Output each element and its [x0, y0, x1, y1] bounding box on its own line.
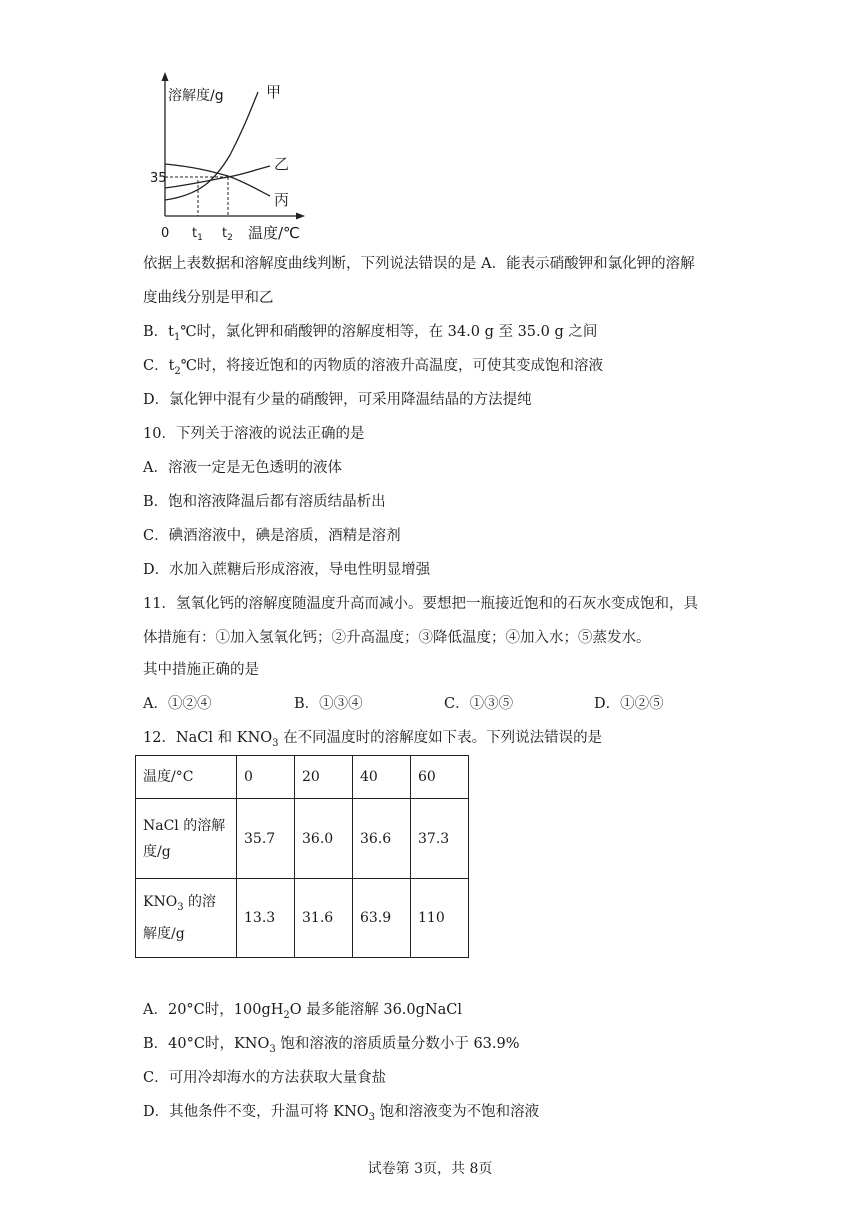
table-header-cell: NaCl 的溶解 度/g — [136, 799, 237, 879]
table-cell: 110 — [411, 879, 469, 958]
q10-option-a: A．溶液一定是无色透明的液体 — [143, 460, 342, 476]
q11-stem-line3: 其中措施正确的是 — [143, 662, 259, 678]
q11-option-a: A．①②④ — [143, 696, 212, 712]
table-cell: 0 — [237, 756, 295, 799]
q10-stem: 10．下列关于溶液的说法正确的是 — [143, 426, 365, 442]
table-cell: 40 — [353, 756, 411, 799]
table-row-nacl — [136, 799, 469, 879]
curve-jia — [165, 92, 258, 200]
y-axis-label: 溶解度/g — [168, 88, 224, 104]
table-row-temperature — [136, 756, 469, 799]
table-cell: 35.7 — [237, 799, 295, 879]
table-cell: 60 — [411, 756, 469, 799]
q9-option-b: B．$t_1℃$时，氯化钾和硝酸钾的溶解度相等，在 34.0 g 至 35.0 g 之间 — [143, 324, 598, 343]
q9-stem-line1: 依据上表数据和溶解度曲线判断，下列说法错误的是 A．能表示硝酸钾和氯化钾的溶解 — [143, 256, 695, 272]
table-cell: 36.6 — [353, 799, 411, 879]
curve-label-jia: 甲 — [266, 83, 282, 101]
q12-option-d: D．其他条件不变，升温可将 $KNO_3$ 饱和溶液变为不饱和溶液 — [143, 1104, 540, 1123]
curve-label-yi: 乙 — [274, 155, 290, 173]
q10-option-c: C．碘酒溶液中，碘是溶质，酒精是溶剂 — [143, 528, 401, 544]
t1-label: $t_1$ — [192, 226, 203, 243]
q11-stem-line1: 11．氢氧化钙的溶解度随温度升高而减小。要想把一瓶接近饱和的石灰水变成饱和，具 — [143, 596, 698, 612]
table-cell: 36.0 — [295, 799, 353, 879]
table-header-cell: $KNO_3$ 的溶 解度/g — [136, 879, 237, 958]
solubility-curve-graph — [150, 70, 310, 245]
x-axis-arrow — [296, 213, 305, 220]
table-row-kno3 — [136, 879, 469, 958]
q12-option-c: C．可用冷却海水的方法获取大量食盐 — [143, 1070, 387, 1086]
solubility-table — [135, 755, 469, 958]
q12-option-b: B．40°C时，$KNO_3$ 饱和溶液的溶质质量分数小于 63.9% — [143, 1036, 520, 1055]
q10-option-b: B．饱和溶液降温后都有溶质结晶析出 — [143, 494, 386, 510]
q10-option-d: D．水加入蔗糖后形成溶液，导电性明显增强 — [143, 562, 431, 578]
q11-stem-line2: 体措施有：①加入氢氧化钙；②升高温度；③降低温度；④加入水；⑤蒸发水。 — [143, 630, 651, 646]
q11-option-c: C．①③⑤ — [444, 696, 514, 712]
y-axis-arrow — [162, 72, 169, 81]
origin-label: 0 — [161, 226, 170, 241]
x-axis-label: 温度/℃ — [248, 224, 300, 242]
q9-option-c: C．$t_2℃$时，将接近饱和的丙物质的溶液升高温度，可使其变成饱和溶液 — [143, 358, 604, 377]
q11-option-b: B．①③④ — [294, 696, 363, 712]
table-cell: 37.3 — [411, 799, 469, 879]
q9-stem-line2: 度曲线分别是甲和乙 — [143, 290, 274, 306]
t2-label: $t_2$ — [222, 226, 233, 243]
q11-option-d: D．①②⑤ — [594, 696, 664, 712]
q9-option-d: D．氯化钾中混有少量的硝酸钾，可采用降温结晶的方法提纯 — [143, 392, 532, 408]
q12-option-a: A．20°C时，$100gH_2O$ 最多能溶解 36.0gNaCl — [143, 1002, 462, 1021]
curve-label-bing: 丙 — [274, 191, 290, 209]
table-cell: 13.3 — [237, 879, 295, 958]
page-footer: 试卷第 3页，共 8页 — [367, 1161, 493, 1177]
table-cell: 31.6 — [295, 879, 353, 958]
y-tick-35: 35 — [150, 171, 167, 186]
curve-bing — [165, 164, 270, 196]
table-cell: 63.9 — [353, 879, 411, 958]
table-cell: 20 — [295, 756, 353, 799]
q12-stem: 12．NaCl 和 $KNO_3$ 在不同温度时的溶解度如下表。下列说法错误的是 — [143, 730, 603, 749]
table-header-cell: 温度/°C — [136, 756, 237, 799]
